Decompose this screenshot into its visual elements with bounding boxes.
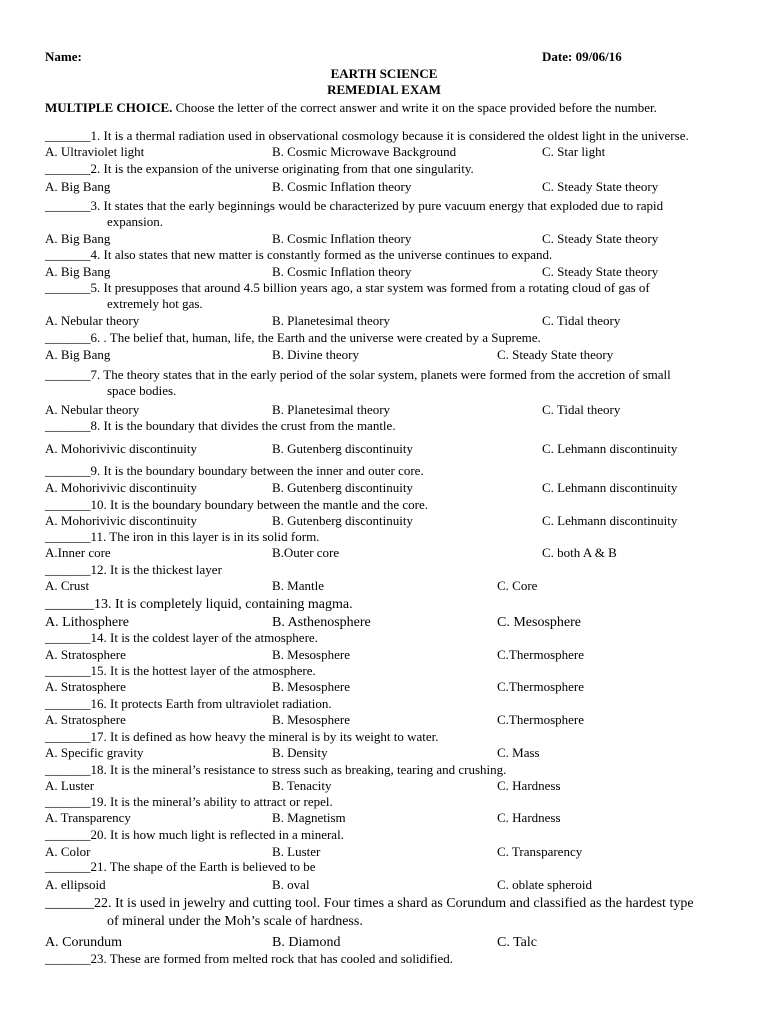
choice-b: B. Cosmic Inflation theory (272, 231, 412, 246)
choice-c: C. both A & B (542, 545, 617, 560)
section-heading: MULTIPLE CHOICE. (45, 100, 173, 115)
question-stem-continuation: of mineral under the Moh’s scale of hardness. (107, 914, 363, 929)
choice-b: B. Planetesimal theory (272, 313, 391, 328)
choice-b: B. Cosmic Inflation theory (272, 264, 412, 279)
choice-a: A. Luster (45, 778, 95, 793)
choice-a: A. Stratosphere (45, 712, 126, 727)
choice-c: C. Lehmann discontinuity (542, 441, 678, 456)
question-stem: _______16. It protects Earth from ultraviolet radiation. (45, 696, 332, 711)
choice-b: B. Mantle (272, 578, 324, 593)
choice-c: C. Tidal theory (542, 313, 621, 328)
choice-a: A. Corundum (45, 935, 122, 950)
choice-c: C. Steady State theory (497, 347, 614, 362)
question-stem-continuation: extremely hot gas. (107, 296, 203, 311)
choice-b: B. Mesosphere (272, 647, 350, 662)
choice-b: B. Luster (272, 844, 321, 859)
choice-c: C. Mass (497, 745, 540, 760)
question-stem-continuation: expansion. (107, 214, 163, 229)
question-stem: _______19. It is the mineral’s ability to attract or repel. (45, 794, 333, 809)
choice-a: A. Lithosphere (45, 615, 129, 630)
choice-c: C. oblate spheroid (497, 877, 592, 892)
choice-b: B. Gutenberg discontinuity (272, 441, 413, 456)
choice-a: A. Big Bang (45, 264, 111, 279)
choice-a: A. Crust (45, 578, 90, 593)
question-stem: _______4. It also states that new matter is constantly formed as the universe continues to expand. (45, 247, 553, 262)
choice-b: B. Cosmic Microwave Background (272, 144, 457, 159)
question-stem: _______21. The shape of the Earth is believed to be (45, 859, 316, 874)
question-stem: _______11. The iron in this layer is in its solid form. (45, 529, 320, 544)
choice-b: B. oval (272, 877, 310, 892)
question-stem: _______8. It is the boundary that divides the crust from the mantle. (45, 418, 396, 433)
question-stem: _______18. It is the mineral’s resistance to stress such as breaking, tearing and crushing. (45, 762, 507, 777)
choice-a: A. Mohorivivic discontinuity (45, 513, 198, 528)
subject-title: EARTH SCIENCE (330, 66, 438, 81)
choice-c: C. Hardness (497, 778, 561, 793)
choice-b: B. Diamond (272, 935, 341, 950)
choice-a: A. ellipsoid (45, 877, 106, 892)
choice-b: B.Outer core (272, 545, 340, 560)
question-stem: _______2. It is the expansion of the universe originating from that one singularity. (45, 161, 474, 176)
choice-a: A. Color (45, 844, 91, 859)
question-stem: _______17. It is defined as how heavy the mineral is by its weight to water. (45, 729, 439, 744)
question-stem: _______14. It is the coldest layer of the atmosphere. (45, 630, 318, 645)
question-stem-continuation: space bodies. (107, 383, 177, 398)
choice-a: A. Specific gravity (45, 745, 144, 760)
choice-c: C. Lehmann discontinuity (542, 480, 678, 495)
choice-a: A. Ultraviolet light (45, 144, 145, 159)
choice-a: A. Big Bang (45, 347, 111, 362)
choice-c: C. Steady State theory (542, 264, 659, 279)
choice-b: B. Divine theory (272, 347, 360, 362)
choice-a: A. Nebular theory (45, 402, 140, 417)
choice-b: B. Mesosphere (272, 679, 350, 694)
question-stem: _______12. It is the thickest layer (45, 562, 222, 577)
choice-c: C. Tidal theory (542, 402, 621, 417)
question-stem: _______3. It states that the early beginnings would be characterized by pure vacuum energy that exploded due to rapid (45, 198, 664, 213)
question-stem: _______15. It is the hottest layer of the atmosphere. (45, 663, 316, 678)
question-stem: _______23. These are formed from melted rock that has cooled and solidified. (45, 951, 454, 966)
question-stem: _______22. It is used in jewelry and cutting tool. Four times a shard as Corundum and classified as the hardest type (45, 896, 694, 911)
question-stem: _______10. It is the boundary boundary between the mantle and the core. (45, 497, 429, 512)
choice-b: B. Gutenberg discontinuity (272, 513, 413, 528)
instructions-line (45, 100, 657, 116)
choice-b: B. Gutenberg discontinuity (272, 480, 413, 495)
choice-b: B. Density (272, 745, 328, 760)
question-stem: _______9. It is the boundary boundary between the inner and outer core. (45, 463, 424, 478)
choice-b: B. Magnetism (272, 810, 346, 825)
choice-b: B. Cosmic Inflation theory (272, 179, 412, 194)
choice-b: B. Tenacity (272, 778, 332, 793)
name-label: Name: (45, 49, 82, 64)
choice-c: C. Transparency (497, 844, 583, 859)
choice-a: A. Stratosphere (45, 647, 126, 662)
choice-c: C. Star light (542, 144, 606, 159)
choice-a: A. Nebular theory (45, 313, 140, 328)
choice-c: C. Core (497, 578, 538, 593)
choice-c: C. Talc (497, 935, 537, 950)
instructions-text: Choose the letter of the correct answer and write it on the space provided before the number. (172, 100, 657, 115)
choice-a: A. Transparency (45, 810, 131, 825)
choice-c: C. Steady State theory (542, 231, 659, 246)
choice-c: C.Thermosphere (497, 647, 585, 662)
choice-c: C. Mesosphere (497, 615, 581, 630)
choice-b: B. Mesosphere (272, 712, 350, 727)
choice-c: C. Lehmann discontinuity (542, 513, 678, 528)
question-stem: _______7. The theory states that in the early period of the solar system, planets were formed from the accretion of small (45, 367, 671, 382)
exam-title: REMEDIAL EXAM (327, 82, 441, 97)
choice-a: A. Big Bang (45, 179, 111, 194)
choice-a: A. Stratosphere (45, 679, 126, 694)
choice-a: A. Mohorivivic discontinuity (45, 480, 198, 495)
question-stem: _______1. It is a thermal radiation used in observational cosmology because it is considered the oldest light in the universe. (45, 128, 689, 143)
choice-b: B. Asthenosphere (272, 615, 371, 630)
choice-a: A.Inner core (45, 545, 111, 560)
question-stem: _______13. It is completely liquid, containing magma. (45, 597, 353, 612)
date-label: Date: 09/06/16 (542, 49, 622, 64)
question-stem: _______6. . The belief that, human, life, the Earth and the universe were created by a Supreme. (45, 330, 541, 345)
choice-c: C. Steady State theory (542, 179, 659, 194)
choice-c: C. Hardness (497, 810, 561, 825)
choice-c: C.Thermosphere (497, 712, 585, 727)
question-stem: _______20. It is how much light is reflected in a mineral. (45, 827, 344, 842)
choice-b: B. Planetesimal theory (272, 402, 391, 417)
question-stem: _______5. It presupposes that around 4.5 billion years ago, a star system was formed from a rotating cloud of gas of (45, 280, 650, 295)
choice-a: A. Mohorivivic discontinuity (45, 441, 198, 456)
choice-a: A. Big Bang (45, 231, 111, 246)
choice-c: C.Thermosphere (497, 679, 585, 694)
